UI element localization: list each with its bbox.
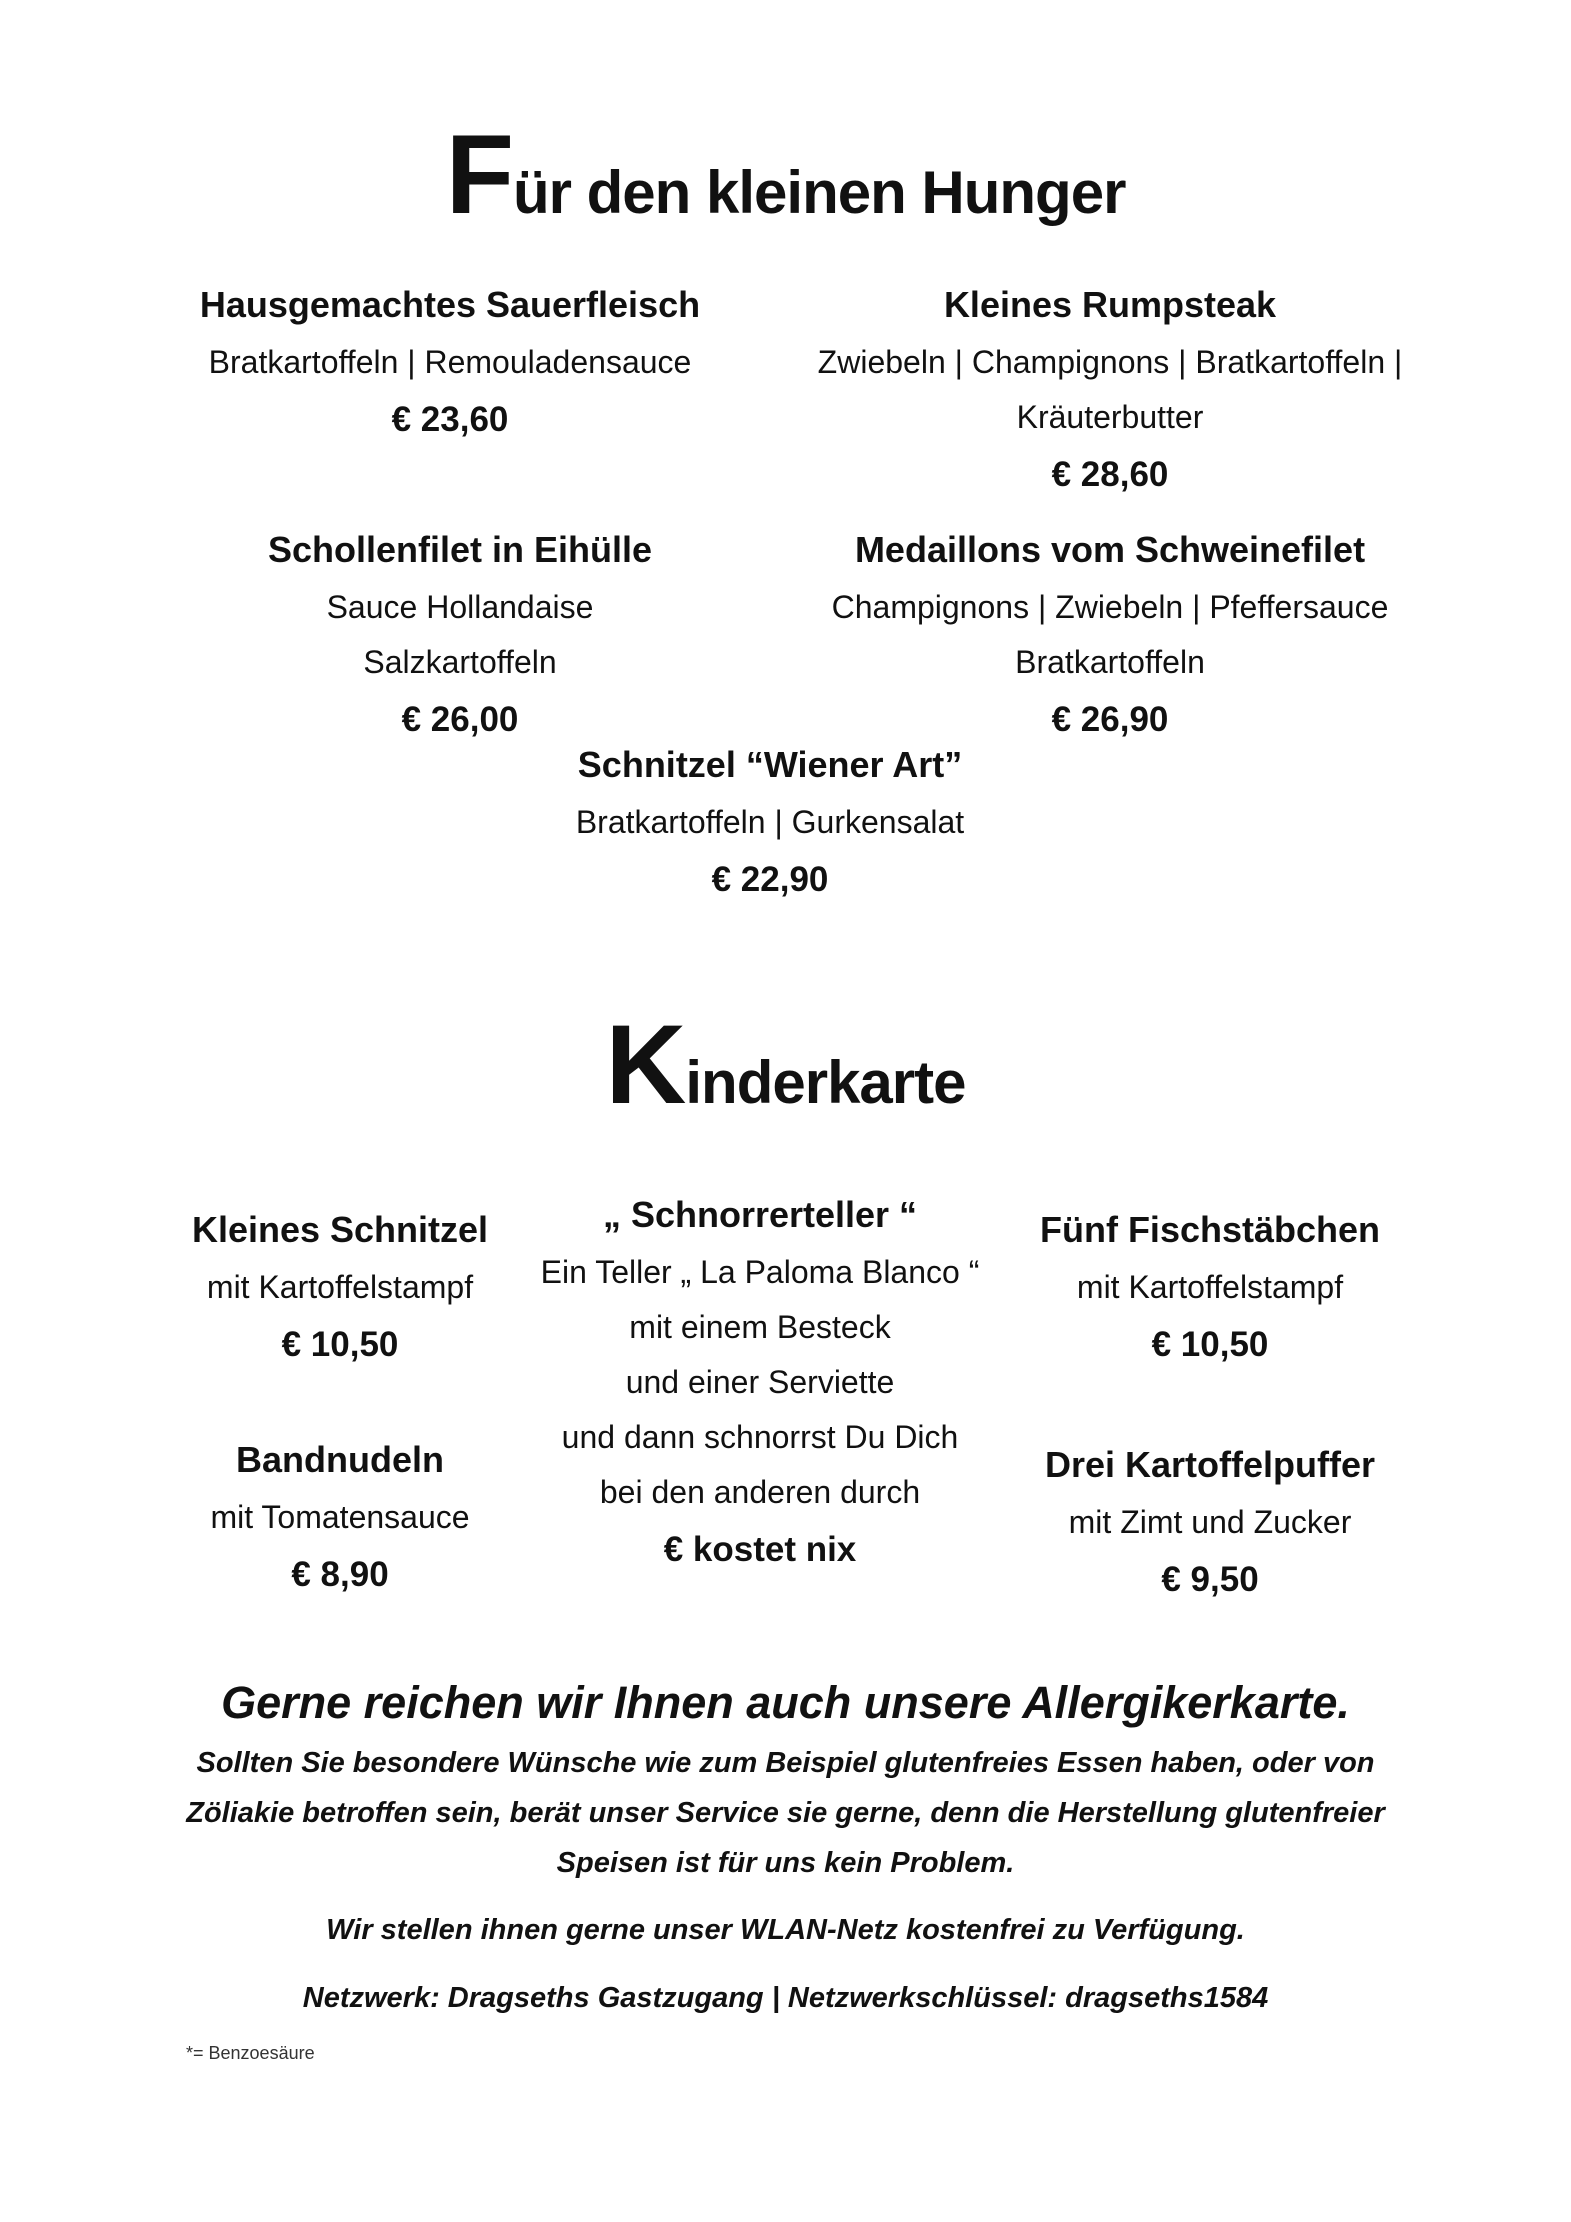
item-description: Bratkartoffeln | Remouladensauce bbox=[208, 344, 692, 380]
kids-item-kartoffelpuffer bbox=[1010, 1435, 1410, 1610]
item-price: € 28,60 bbox=[1051, 455, 1169, 494]
item-price: € 10,50 bbox=[281, 1325, 399, 1364]
allergy-heading: Gerne reichen wir Ihnen auch unsere Allergikerkarte. bbox=[221, 1677, 1350, 1728]
item-price: € kostet nix bbox=[663, 1530, 857, 1569]
item-description: und einer Serviette bbox=[625, 1364, 895, 1400]
item-description: Zwiebeln | Champignons | Bratkartoffeln | bbox=[817, 344, 1403, 380]
kids-item-schnorrerteller bbox=[520, 1185, 1000, 1580]
item-description: Bratkartoffeln bbox=[1015, 644, 1205, 680]
item-description: und dann schnorrst Du Dich bbox=[561, 1419, 959, 1455]
item-name: Kleines Rumpsteak bbox=[943, 284, 1277, 325]
item-description: mit Zimt und Zucker bbox=[1068, 1504, 1352, 1540]
item-price: € 26,90 bbox=[1051, 700, 1169, 739]
item-name: Schollenfilet in Eihülle bbox=[267, 529, 653, 570]
item-name: „ Schnorrerteller “ bbox=[602, 1194, 918, 1235]
item-name: Kleines Schnitzel bbox=[191, 1209, 489, 1250]
kids-item-fischstaebchen bbox=[1010, 1200, 1410, 1375]
allergy-text-line: Speisen ist für uns kein Problem. bbox=[556, 1847, 1015, 1879]
item-name: Medaillons vom Schweinefilet bbox=[854, 529, 1366, 570]
allergy-text-line: Sollten Sie besondere Wünsche wie zum Beispiel glutenfreies Essen haben, oder von bbox=[196, 1747, 1375, 1779]
title-rest: ür den kleinen Hunger bbox=[512, 159, 1126, 226]
item-description: mit einem Besteck bbox=[629, 1309, 891, 1345]
item-price: € 23,60 bbox=[391, 400, 509, 439]
item-name: Fünf Fischstäbchen bbox=[1039, 1209, 1381, 1250]
allergy-notice bbox=[0, 1668, 1571, 2032]
menu-item-sauerfleisch bbox=[190, 275, 710, 450]
item-name: Schnitzel “Wiener Art” bbox=[577, 744, 963, 785]
item-description: Kräuterbutter bbox=[1016, 399, 1204, 435]
wifi-notice: Wir stellen ihnen gerne unser WLAN-Netz kostenfrei zu Verfügung. bbox=[326, 1914, 1245, 1946]
wifi-credentials: Netzwerk: Dragseths Gastzugang | Netzwerkschlüssel: dragseths1584 bbox=[302, 1982, 1269, 2014]
item-description: Champignons | Zwiebeln | Pfeffersauce bbox=[831, 589, 1389, 625]
menu-item-schnitzel-wiener-art bbox=[510, 735, 1030, 910]
item-description: bei den anderen durch bbox=[599, 1474, 921, 1510]
item-description: mit Kartoffelstampf bbox=[206, 1269, 474, 1305]
item-description: Bratkartoffeln | Gurkensalat bbox=[575, 804, 965, 840]
item-price: € 10,50 bbox=[1151, 1325, 1269, 1364]
item-description: Salzkartoffeln bbox=[363, 644, 557, 680]
item-price: € 9,50 bbox=[1161, 1560, 1259, 1599]
item-name: Drei Kartoffelpuffer bbox=[1044, 1444, 1376, 1485]
item-price: € 26,00 bbox=[401, 700, 519, 739]
item-price: € 8,90 bbox=[291, 1555, 389, 1594]
item-price: € 22,90 bbox=[711, 860, 829, 899]
menu-item-medaillons bbox=[800, 520, 1420, 750]
title-initial: F bbox=[445, 112, 513, 237]
kids-item-kleines-schnitzel bbox=[150, 1200, 530, 1375]
allergy-text-line: Zöliakie betroffen sein, berät unser Service sie gerne, denn die Herstellung glutenfreier bbox=[186, 1797, 1385, 1829]
item-description: Sauce Hollandaise bbox=[326, 589, 594, 625]
footnote: *= Benzoesäure bbox=[186, 2043, 315, 2063]
item-name: Hausgemachtes Sauerfleisch bbox=[199, 284, 701, 325]
title-initial: K bbox=[605, 1002, 686, 1127]
section-title-kinderkarte bbox=[0, 1000, 1571, 1129]
menu-item-schollenfilet bbox=[210, 520, 710, 750]
item-description: mit Tomatensauce bbox=[210, 1499, 470, 1535]
item-description: mit Kartoffelstampf bbox=[1076, 1269, 1344, 1305]
item-description: Ein Teller „ La Paloma Blanco “ bbox=[540, 1254, 980, 1290]
title-rest: inderkarte bbox=[685, 1049, 966, 1116]
section-title-small-hunger bbox=[0, 110, 1571, 239]
item-name: Bandnudeln bbox=[236, 1439, 444, 1480]
kids-item-bandnudeln bbox=[150, 1430, 530, 1605]
menu-item-rumpsteak bbox=[780, 275, 1440, 505]
